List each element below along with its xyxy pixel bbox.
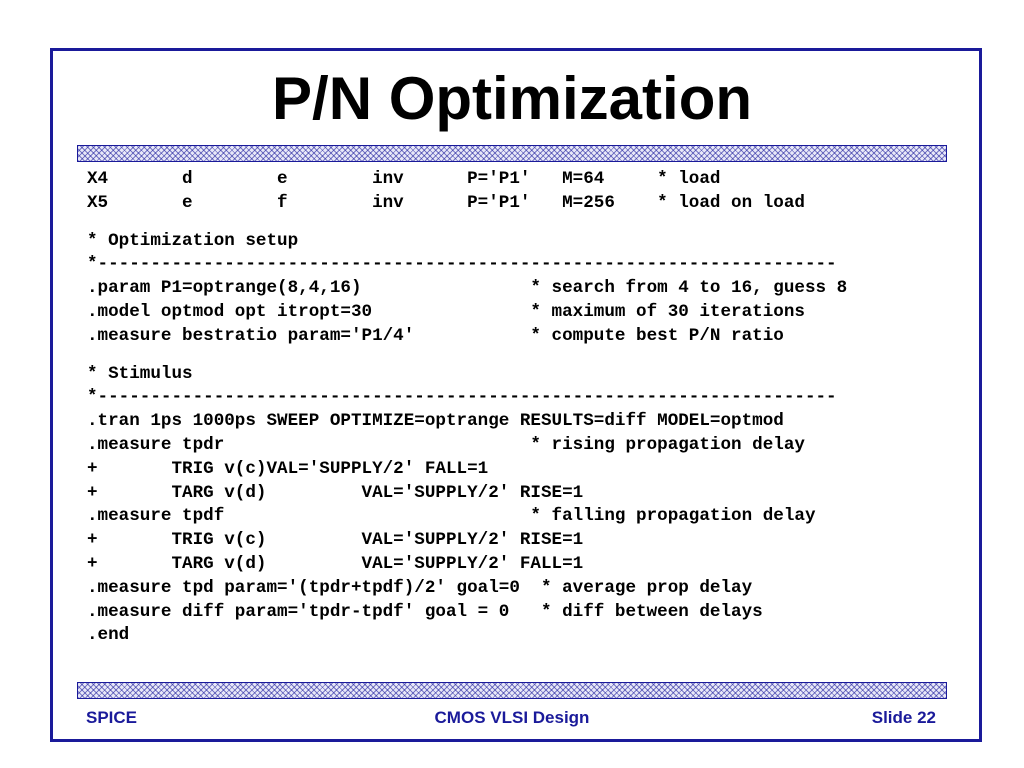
code-line: + TARG v(d) VAL='SUPPLY/2' RISE=1 bbox=[87, 482, 584, 503]
code-line: + TARG v(d) VAL='SUPPLY/2' FALL=1 bbox=[87, 553, 584, 574]
top-hatched-divider bbox=[77, 145, 947, 162]
code-line: .measure tpdr * rising propagation delay bbox=[87, 434, 805, 455]
spice-code-listing bbox=[87, 168, 967, 648]
footer-slide-number: Slide 22 bbox=[871, 708, 936, 727]
code-line: + TRIG v(c)VAL='SUPPLY/2' FALL=1 bbox=[87, 458, 489, 479]
code-line: .param P1=optrange(8,4,16) * search from 4 to 16, guess 8 bbox=[87, 278, 848, 299]
code-block-instances bbox=[87, 168, 967, 216]
footer-topic: SPICE bbox=[86, 708, 138, 727]
code-line: * Optimization setup bbox=[87, 230, 299, 251]
code-block-optimization-setup bbox=[87, 230, 967, 349]
code-line: .model optmod opt itropt=30 * maximum of 30 iterations bbox=[87, 301, 805, 322]
code-line: .measure tpd param='(tpdr+tpdf)/2' goal=0 * average prop delay bbox=[87, 577, 753, 598]
code-line: .tran 1ps 1000ps SWEEP OPTIMIZE=optrange RESULTS=diff MODEL=optmod bbox=[87, 411, 784, 432]
slide-title: P/N Optimization bbox=[272, 65, 752, 132]
code-line: X4 d e inv P='P1' M=64 * load bbox=[87, 169, 721, 189]
code-block-stimulus bbox=[87, 363, 967, 649]
code-line: .measure tpdf * falling propagation delay bbox=[87, 506, 816, 527]
code-line: *---------------------------------------------------------------------- bbox=[87, 387, 837, 408]
code-line: X5 e f inv P='P1' M=256 * load on load bbox=[87, 192, 805, 213]
footer-course-title: CMOS VLSI Design bbox=[434, 708, 590, 727]
code-line: .measure bestratio param='P1/4' * compute best P/N ratio bbox=[87, 325, 784, 346]
code-line: .end bbox=[87, 625, 130, 646]
code-line: * Stimulus bbox=[87, 363, 193, 384]
code-line: *---------------------------------------------------------------------- bbox=[87, 254, 837, 275]
code-line: + TRIG v(c) VAL='SUPPLY/2' RISE=1 bbox=[87, 530, 584, 551]
code-line: .measure diff param='tpdr-tpdf' goal = 0 * diff between delays bbox=[87, 601, 763, 622]
bottom-hatched-divider bbox=[77, 682, 947, 699]
